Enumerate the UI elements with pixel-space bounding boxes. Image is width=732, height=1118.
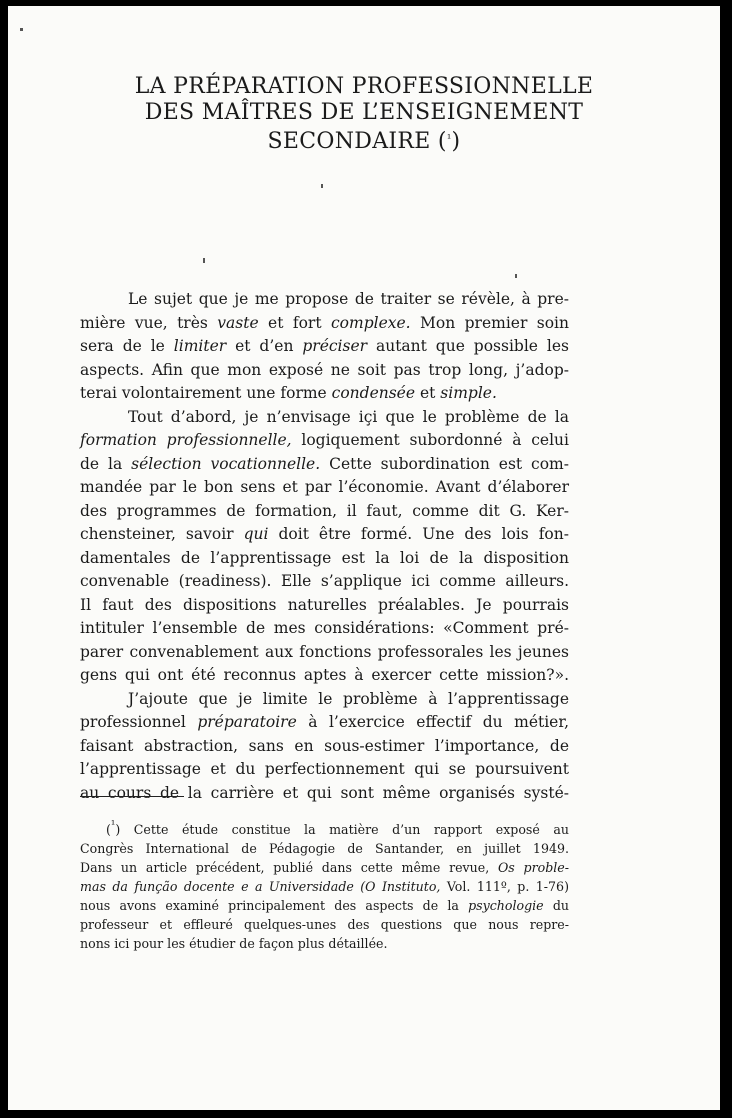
text-line: de la sélection vocationnelle. Cette subordination est com- (80, 454, 569, 473)
footnote-number: ¹ (110, 818, 116, 831)
footnote-ref: ¹ (446, 132, 452, 145)
text-line: professionnel préparatoire à l’exercice effectif du métier, (80, 713, 569, 731)
text-line: des programmes de formation, il faut, comme dit G. Ker- (80, 501, 569, 520)
text-line: damentales de l’apprentissage est la loi de la disposition (80, 548, 569, 567)
text-line: nons ici pour les étudier de façon plus détaillée. (80, 936, 388, 951)
title-line-3: SECONDAIRE ($^{^1}$) (267, 129, 461, 154)
text-line: mière vue, très vaste et fort complexe. Mon premier soin (80, 313, 569, 332)
title-line-1: LA PRÉPARATION PROFESSIONNELLE (134, 74, 594, 99)
text-line: gens qui ont été reconnus aptes à exercer cette mission?». (80, 666, 569, 684)
text-line: Le sujet que je me propose de traiter se révèle, à pre- (128, 290, 569, 308)
text-line: professeur et effleuré quelques-unes des questions que nous repre- (80, 917, 569, 932)
text-line: faisant abstraction, sans en sous-estimer l’importance, de (80, 736, 569, 755)
paragraph-1 (80, 288, 569, 406)
text-line: ($^{^1}$) Cette étude constitue la matière d’un rapport exposé au (106, 818, 569, 837)
text-line: au cours de la carrière et qui sont même organisés systé- (80, 783, 569, 802)
text-line: mas da função docente e a Universidade (O Instituto, Vol. 111º, p. 1-76) (80, 879, 569, 894)
text-line: Tout d’abord, je n’envisage içi que le problème de la (128, 407, 569, 426)
text-line: sera de le limiter et d’en préciser autant que possible les (80, 337, 569, 355)
text-line: mandée par le bon sens et par l’économie. Avant d’élaborer (80, 478, 569, 496)
text-line: aspects. Afin que mon exposé ne soit pas trop long, j’adop- (80, 360, 569, 379)
text-line: l’apprentissage et du perfectionnement qui se poursuivent (80, 760, 569, 778)
text-line: chensteiner, savoir qui doit être formé. Une des lois fon- (80, 525, 569, 543)
text-line: parer convenablement aux fonctions professorales les jeunes (80, 642, 569, 661)
text-line: Dans un article précédent, publié dans cette même revue, Os proble- (80, 860, 569, 875)
title-line-2: DES MAÎTRES DE L’ENSEIGNEMENT (144, 100, 584, 125)
scan-speck (203, 258, 205, 263)
text-line: convenable (readiness). Elle s’applique ici comme ailleurs. (80, 572, 569, 590)
text-line: J’ajoute que je limite le problème à l’apprentissage (128, 689, 569, 708)
footnote-separator (80, 796, 184, 797)
text-line: Il faut des dispositions naturelles préalables. Je pourrais (80, 595, 569, 614)
body-text (80, 288, 569, 805)
footnote (80, 815, 569, 953)
document-page (8, 6, 720, 1110)
text-line: nous avons examiné principalement des aspects de la psychologie du (80, 898, 569, 913)
page-title (8, 74, 720, 155)
paragraph-3 (80, 688, 569, 806)
text-line: terai volontairement une forme condensée et simple. (80, 384, 497, 402)
scan-speck (321, 184, 323, 188)
scan-speck (20, 28, 23, 31)
paragraph-2 (80, 406, 569, 688)
text-line: Congrès International de Pédagogie de Santander, en juillet 1949. (80, 841, 569, 856)
scan-speck (515, 274, 517, 278)
text-line: intituler l’ensemble de mes considérations: «Comment pré- (80, 619, 569, 637)
text-line: formation professionnelle, logiquement subordonné à celui (80, 431, 569, 449)
